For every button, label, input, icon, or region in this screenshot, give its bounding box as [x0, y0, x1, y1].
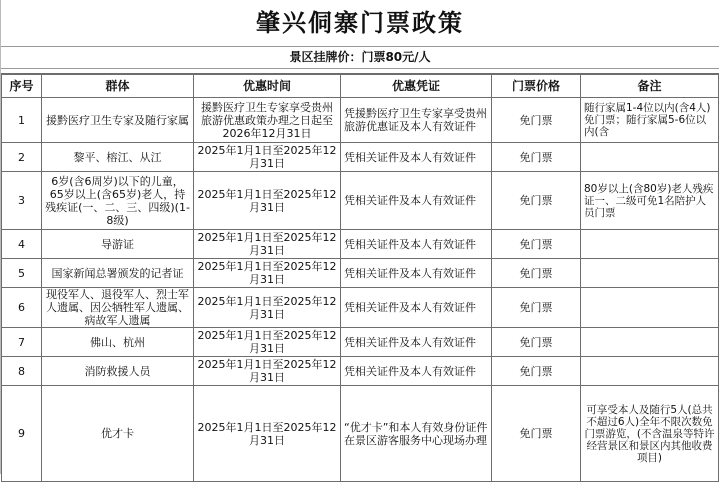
cell-price: 免门票 — [492, 230, 581, 259]
cell-no: 6 — [2, 288, 42, 328]
cell-no: 1 — [2, 98, 42, 143]
table-header-row — [2, 75, 719, 98]
header-group: 群体 — [42, 75, 194, 98]
cell-note — [581, 328, 719, 357]
cell-cert: 凭相关证件及本人有效证件 — [341, 172, 492, 230]
cell-time: 2025年1月1日至2025年12月31日 — [194, 357, 341, 386]
header-no: 序号 — [2, 75, 42, 98]
cell-time: 援黔医疗卫生专家享受贵州旅游优惠政策办理之日起至2026年12月31日 — [194, 98, 341, 143]
table-row — [2, 357, 719, 386]
cell-note: 随行家属1-4位以内(含4人)免门票；随行家属5-6位以内(含 — [581, 98, 719, 143]
table-row — [2, 230, 719, 259]
cell-cert: 凭相关证件及本人有效证件 — [341, 259, 492, 288]
cell-no: 4 — [2, 230, 42, 259]
cell-price: 免门票 — [492, 172, 581, 230]
cell-note — [581, 230, 719, 259]
cell-cert: 凭相关证件及本人有效证件 — [341, 230, 492, 259]
cell-note — [581, 288, 719, 328]
cell-time: 2025年1月1日至2025年12月31日 — [194, 143, 341, 172]
cell-group: 佛山、杭州 — [42, 328, 194, 357]
cell-time: 2025年1月1日至2025年12月31日 — [194, 386, 341, 482]
cell-group: 6岁(含6周岁)以下的儿童，65岁以上(含65岁)老人，持残疾证(一、二、三、四级)(1-8级) — [42, 172, 194, 230]
cell-cert: “优才卡”和本人有效身份证件在景区游客服务中心现场办理 — [341, 386, 492, 482]
cell-price: 免门票 — [492, 357, 581, 386]
cell-time: 2025年1月1日至2025年12月31日 — [194, 288, 341, 328]
table-row — [2, 328, 719, 357]
table-row — [2, 259, 719, 288]
cell-cert: 凭援黔医疗卫生专家享受贵州旅游优惠证及本人有效证件 — [341, 98, 492, 143]
header-note: 备注 — [581, 75, 719, 98]
cell-cert: 凭相关证件及本人有效证件 — [341, 288, 492, 328]
cell-price: 免门票 — [492, 288, 581, 328]
table-row — [2, 288, 719, 328]
cell-group: 黎平、榕江、从江 — [42, 143, 194, 172]
table-row — [2, 172, 719, 230]
cell-group: 消防救援人员 — [42, 357, 194, 386]
cell-time: 2025年1月1日至2025年12月31日 — [194, 230, 341, 259]
cell-group: 援黔医疗卫生专家及随行家属 — [42, 98, 194, 143]
cell-cert: 凭相关证件及本人有效证件 — [341, 328, 492, 357]
price-subtitle: 景区挂牌价：门票80元/人 — [1, 47, 719, 69]
table-row — [2, 143, 719, 172]
cell-note — [581, 259, 719, 288]
cell-note: 可享受本人及随行5人(总共不超过6人)全年不限次数免门票游览，(不含温泉等特许经营景区和景区内其他收费项目) — [581, 386, 719, 482]
cell-note: 80岁以上(含80岁)老人残疾证一、二级可免1名陪护人员门票 — [581, 172, 719, 230]
cell-time: 2025年1月1日至2025年12月31日 — [194, 172, 341, 230]
cell-group: 导游证 — [42, 230, 194, 259]
cell-no: 2 — [2, 143, 42, 172]
cell-cert: 凭相关证件及本人有效证件 — [341, 357, 492, 386]
cell-no: 5 — [2, 259, 42, 288]
cell-no: 9 — [2, 386, 42, 482]
cell-group: 优才卡 — [42, 386, 194, 482]
cell-group: 国家新闻总署颁发的记者证 — [42, 259, 194, 288]
cell-note — [581, 357, 719, 386]
cell-group: 现役军人、退役军人、烈士军人遗属、因公牺牲军人遗属、病故军人遗属 — [42, 288, 194, 328]
header-price: 门票价格 — [492, 75, 581, 98]
cell-time: 2025年1月1日至2025年12月31日 — [194, 328, 341, 357]
cell-no: 3 — [2, 172, 42, 230]
table-row — [2, 98, 719, 143]
header-cert: 优惠凭证 — [341, 75, 492, 98]
cell-price: 免门票 — [492, 328, 581, 357]
cell-price: 免门票 — [492, 98, 581, 143]
policy-table — [1, 74, 719, 482]
cell-note — [581, 143, 719, 172]
table-row — [2, 386, 719, 482]
cell-time: 2025年1月1日至2025年12月31日 — [194, 259, 341, 288]
cell-price: 免门票 — [492, 143, 581, 172]
header-time: 优惠时间 — [194, 75, 341, 98]
cell-price: 免门票 — [492, 259, 581, 288]
cell-price: 免门票 — [492, 386, 581, 482]
cell-no: 8 — [2, 357, 42, 386]
page-title: 肇兴侗寨门票政策 — [1, 0, 719, 47]
cell-cert: 凭相关证件及本人有效证件 — [341, 143, 492, 172]
cell-no: 7 — [2, 328, 42, 357]
